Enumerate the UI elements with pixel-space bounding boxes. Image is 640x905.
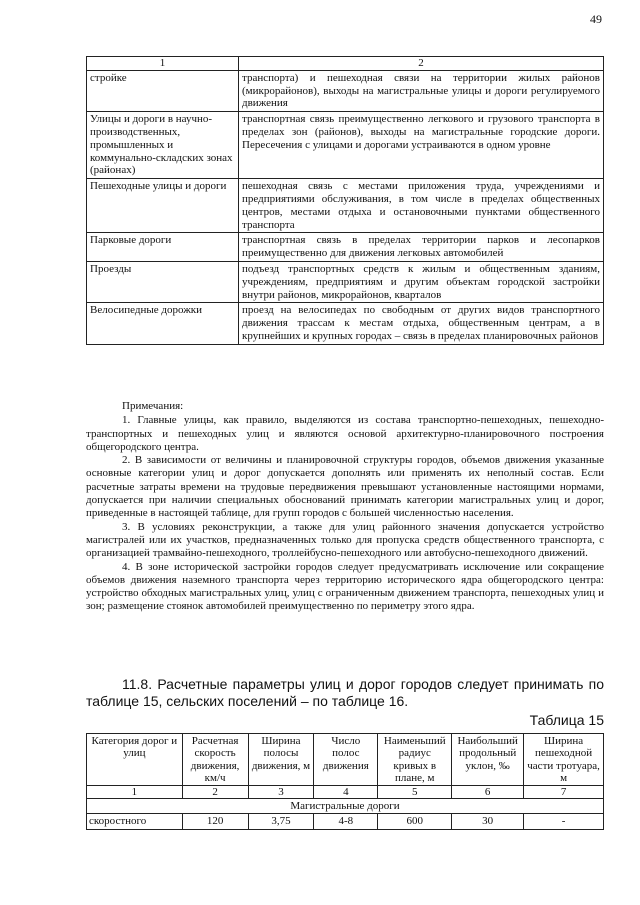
notes-heading: Примечания: <box>122 400 184 412</box>
purpose-cell: транспортная связь в пределах территории парков и лесопарков преимущественно для движения легковых автомобилей <box>239 233 604 262</box>
group-row <box>87 799 604 814</box>
purpose-cell: подъезд транспортных средств к жилым и общественным зданиям, учреждениям, предприятиям и другим объектам городской застройки внутри районов, микрорайонов, кварталов <box>239 261 604 302</box>
group-title-cell: Магистральные дороги <box>87 799 604 814</box>
category-cell: Парковые дороги <box>87 233 239 262</box>
header-cell: Категория дорог и улиц <box>87 734 183 786</box>
max-slope-cell: 30 <box>452 814 524 829</box>
note-paragraph: 3. В условиях реконструкции, а также для улиц районного значения допускается устройство магистралей или их участков, предназначенных только для пропуска средств общественного транспорта, с организацией трамвайно-пешеходного, троллейбусно-пешеходного или автобусно-пешеходного движений. <box>86 520 604 560</box>
speed-cell: 120 <box>182 814 248 829</box>
table-header-row <box>87 57 604 71</box>
page-number: 49 <box>590 12 602 26</box>
category-cell: Улицы и дороги в научно-производственных, промышленных и коммунально-складских зонах (районах) <box>87 112 239 179</box>
purpose-cell: проезд на велосипедах по свободным от других видов транспортного движения трассам к местам отдыха, общественным центрам, а в крупнейших и крупных городах – связь в пределах планировочных районов <box>239 303 604 344</box>
lanes-count-cell: 4-8 <box>314 814 378 829</box>
road-category-table <box>86 56 604 345</box>
category-cell: стройке <box>87 70 239 111</box>
table-row <box>87 70 604 111</box>
category-cell: Пешеходные улицы и дороги <box>87 179 239 233</box>
column-number-cell: 5 <box>378 786 452 799</box>
table-row <box>87 261 604 302</box>
road-category-cell: скоростного <box>87 814 183 829</box>
column-number-row <box>87 786 604 799</box>
header-cell: Число полос движения <box>314 734 378 786</box>
header-cell: Наименьший радиус кривых в плане, м <box>378 734 452 786</box>
header-cell: 2 <box>239 57 604 71</box>
sidewalk-width-cell: - <box>524 814 604 829</box>
header-cell: Ширина пешеходной части тротуара, м <box>524 734 604 786</box>
column-number-cell: 2 <box>182 786 248 799</box>
header-cell: Наибольший продольный уклон, ‰ <box>452 734 524 786</box>
purpose-cell: пешеходная связь с местами приложения труда, учреждениями и предприятиями обслуживания, в том числе в пределах общественных центров, местами отдыха и остановочными пунктами общественного транспорта <box>239 179 604 233</box>
table-row <box>87 112 604 179</box>
table-row <box>87 303 604 344</box>
column-number-cell: 3 <box>248 786 314 799</box>
notes-block <box>86 400 604 614</box>
column-number-cell: 7 <box>524 786 604 799</box>
lane-width-cell: 3,75 <box>248 814 314 829</box>
header-cell: Расчетная скорость движения, км/ч <box>182 734 248 786</box>
category-cell: Велосипедные дорожки <box>87 303 239 344</box>
table-row <box>87 179 604 233</box>
header-cell: Ширина полосы движения, м <box>248 734 314 786</box>
road-parameters-table <box>86 733 604 830</box>
column-number-cell: 1 <box>87 786 183 799</box>
note-paragraph: 2. В зависимости от величины и планировочной структуры городов, объемов движения указанные основные категории улиц и дорог допускается дополнять или применять их неполный состав. Если расчетные затраты времени на трудовые передвижения превышают установленные настоящими нормами, допускается при наличии специальных обоснований принимать категории магистральных улиц и дорог, приведенные в настоящей таблице, для групп городов с большей численностью населения. <box>86 454 604 520</box>
purpose-cell: транспорта) и пешеходная связи на территории жилых районов (микрорайонов), выходы на магистральные улицы и дороги регулируемого движения <box>239 70 604 111</box>
section-paragraph: 11.8. Расчетные параметры улиц и дорог городов следует принимать по таблице 15, сельских поселений – по таблице 16. <box>86 676 604 709</box>
category-cell: Проезды <box>87 261 239 302</box>
table-row <box>87 814 604 829</box>
column-number-cell: 6 <box>452 786 524 799</box>
min-radius-cell: 600 <box>378 814 452 829</box>
note-paragraph: 4. В зоне исторической застройки городов следует предусматривать исключение или сокращение объемов движения наземного транспорта через территорию исторического ядра общегородского центра: устройство обходных магистральных улиц, улиц с ограниченным движением транспорта, пешеходных улиц и зон; размещение стоянок автомобилей преимущественно по периметру этого ядра. <box>86 560 604 613</box>
note-paragraph: 1. Главные улицы, как правило, выделяются из состава транспортно-пешеходных, пешеходно-транспортных и пешеходных улиц и являются основой архитектурно-планировочного построения общегородского центра. <box>86 414 604 453</box>
table-label: Таблица 15 <box>529 712 604 728</box>
column-number-cell: 4 <box>314 786 378 799</box>
header-cell: 1 <box>87 57 239 71</box>
table-header-row <box>87 734 604 786</box>
purpose-cell: транспортная связь преимущественно легкового и грузового транспорта в пределах зон (районов), выходы на магистральные городские дороги. Пересечения с улицами и дорогами устраиваются в одном уровне <box>239 112 604 179</box>
table-row <box>87 233 604 262</box>
